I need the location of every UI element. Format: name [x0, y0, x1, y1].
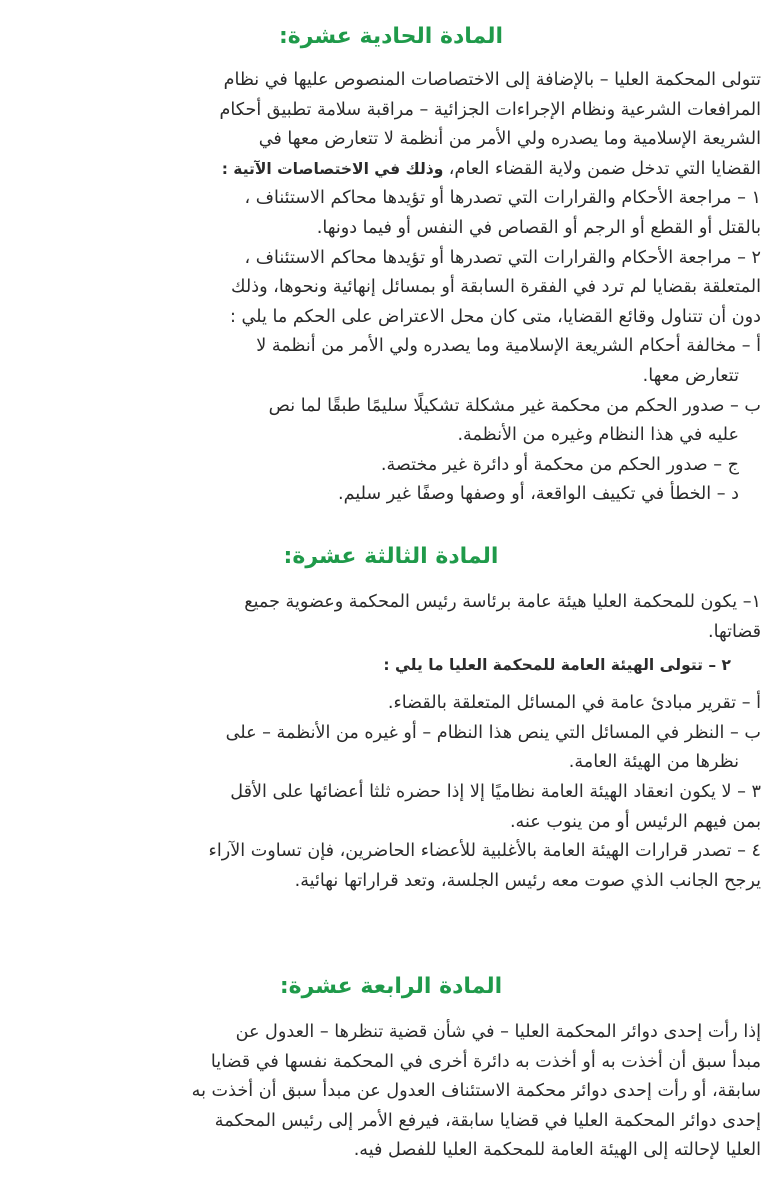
intro-plain-text: القضايا التي تدخل ضمن ولاية القضاء العام، [448, 158, 761, 179]
article-14-line: مبدأ سبق أن أخذت به أو أخذت به دائرة أخرى في المحكمة نفسها في قضايا [210, 1051, 761, 1072]
article-13-para-3-line: ٣ – لا يكون انعقاد الهيئة العامة نظاميًا إلا إذا حضره ثلثا أعضائها على الأقل [230, 781, 761, 802]
article-11-subitem-b-line: عليه في هذا النظام وغيره من الأنظمة. [457, 425, 739, 446]
article-14-title: المادة الرابعة عشرة: [279, 974, 503, 999]
intro-bold-text: وذلك في الاختصاصات الآتية : [221, 159, 449, 178]
article-14-line: العليا لإحالته إلى الهيئة العامة للمحكمة العليا للفصل فيه. [353, 1140, 761, 1161]
article-13 [21, 542, 761, 572]
article-11-item-1-line: بالقتل أو القطع أو الرجم أو القصاص في النفس أو فيما دونها. [316, 217, 761, 238]
article-13-para-1-line: قضاتها. [708, 621, 761, 642]
article-13-subitem-a-line: أ – تقرير مبادئ عامة في المسائل المتعلقة بالقضاء. [387, 693, 761, 714]
article-11-item-2-line: المتعلقة بقضايا لم ترد في الفقرة السابقة أو بمسائل إنهائية ونحوها، وذلك [231, 277, 761, 298]
article-11-subitem-c-line: ج – صدور الحكم من محكمة أو دائرة غير مختصة. [380, 454, 739, 475]
article-13-body [21, 588, 761, 896]
article-11-body [21, 66, 761, 510]
article-14-line: إذا رأت إحدى دوائر المحكمة العليا – في شأن قضية تنظرها – العدول عن [235, 1022, 761, 1042]
article-14-line: سابقة، أو رأت إحدى دوائر محكمة الاستئناف العدول عن مبدأ سبق أن أخذت به [191, 1081, 761, 1102]
article-13-subitem-b-line: ب – النظر في المسائل التي ينص هذا النظام – أو غيره من الأنظمة – على [225, 722, 761, 743]
article-11-item-2-line: دون أن تتناول وقائع القضايا، متى كان محل الاعتراض على الحكم ما يلي : [229, 306, 761, 327]
article-11-intro-line: الشريعة الإسلامية وما يصدره ولي الأمر من أنظمة لا تتعارض معها في [258, 129, 761, 150]
article-11 [21, 22, 761, 52]
article-11-subitem-d-line: د – الخطأ في تكييف الواقعة، أو وصفها وصفًا غير سليم. [338, 484, 739, 505]
article-13-title: المادة الثالثة عشرة: [283, 544, 499, 569]
article-11-item-2-line: ٢ – مراجعة الأحكام والقرارات التي تصدرها أو تؤيدها محاكم الاستئناف ، [244, 247, 761, 268]
article-11-intro-line: تتولى المحكمة العليا – بالإضافة إلى الاختصاصات المنصوص عليها في نظام [223, 70, 761, 90]
article-13-para-3-line: بمن فيهم الرئيس أو من ينوب عنه. [509, 811, 761, 832]
article-11-subitem-a-line: أ – مخالفة أحكام الشريعة الإسلامية وما يصدره ولي الأمر من أنظمة لا [256, 336, 761, 357]
article-13-para-4-line: يرجح الجانب الذي صوت معه رئيس الجلسة، وتعد قراراتها نهائية. [294, 870, 761, 891]
article-13-para-4-line: ٤ – تصدر قرارات الهيئة العامة بالأغلبية للأعضاء الحاضرين، فإن تساوت الآراء [208, 841, 761, 862]
article-13-para-1-line: ١– يكون للمحكمة العليا هيئة عامة برئاسة رئيس المحكمة وعضوية جميع [244, 592, 761, 612]
article-11-title: المادة الحادية عشرة: [278, 24, 504, 49]
article-11-intro-line: المرافعات الشرعية ونظام الإجراءات الجزائية – مراقبة سلامة تطبيق أحكام [219, 99, 761, 120]
article-11-intro-line [21, 155, 761, 185]
article-11-subitem-b-line: ب – صدور الحكم من محكمة غير مشكلة تشكيلًا سليمًا طبقًا لما نص [268, 395, 761, 416]
article-11-subitem-a-line: تتعارض معها. [642, 365, 739, 386]
article-14-line: إحدى دوائر المحكمة العليا في قضايا سابقة، فيرفع الأمر إلى رئيس المحكمة [214, 1110, 761, 1131]
article-11-item-1-line: ١ – مراجعة الأحكام والقرارات التي تصدرها أو تؤيدها محاكم الاستئناف ، [244, 188, 761, 209]
article-14 [21, 972, 761, 1002]
article-13-para-2-heading: ٢ – تتولى الهيئة العامة للمحكمة العليا ما يلي : [383, 656, 731, 675]
article-14-body [21, 1018, 761, 1166]
article-13-subitem-b-line: نظرها من الهيئة العامة. [568, 752, 739, 773]
